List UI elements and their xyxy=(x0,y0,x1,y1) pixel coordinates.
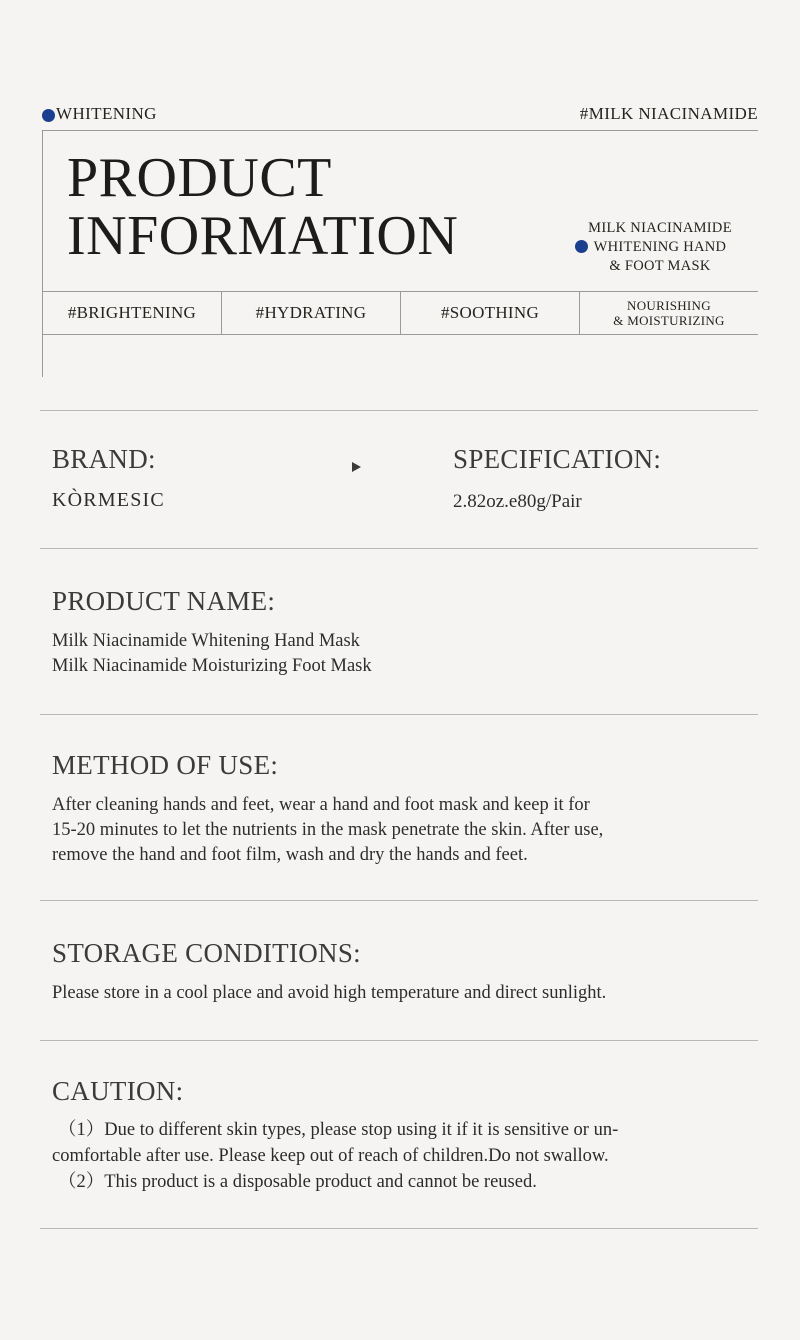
product-name-body xyxy=(52,629,758,679)
badge-dot-icon xyxy=(575,240,588,253)
hashtag-row xyxy=(42,291,758,335)
caution-section xyxy=(52,1076,758,1195)
whitening-tag xyxy=(42,104,157,124)
product-name-line2: Milk Niacinamide Moisturizing Foot Mask xyxy=(52,656,372,676)
hashtag-hydrating: #HYDRATING xyxy=(222,292,401,334)
product-badge-line2: WHITENING HAND xyxy=(593,239,727,255)
product-badge-line3: & FOOT MASK xyxy=(609,258,711,274)
header-block xyxy=(42,104,758,377)
hashtag-brightening: #BRIGHTENING xyxy=(43,292,222,334)
product-name-line1: Milk Niacinamide Whitening Hand Mask xyxy=(52,631,360,651)
specification-value: 2.82oz.e80g/Pair xyxy=(453,491,582,512)
caution-line2: comfortable after use. Please keep out of reach of children.Do not swallow. xyxy=(52,1146,609,1166)
bullet-dot-icon xyxy=(42,109,55,122)
method-line3: remove the hand and foot film, wash and dry the hands and feet. xyxy=(52,845,528,865)
header-top-row xyxy=(42,104,758,131)
whitening-tag-label: WHITENING xyxy=(56,104,157,123)
method-of-use-label: METHOD OF USE: xyxy=(52,750,279,780)
caution-label: CAUTION: xyxy=(52,1076,184,1106)
method-of-use-section xyxy=(52,750,758,868)
specification-block xyxy=(405,444,758,513)
hashtag-soothing: #SOOTHING xyxy=(401,292,580,334)
storage-conditions-label: STORAGE CONDITIONS: xyxy=(52,938,361,968)
product-name-section xyxy=(52,586,758,679)
header-bottom-spacer xyxy=(42,335,758,377)
brand-label: BRAND: xyxy=(52,444,156,474)
divider-1 xyxy=(40,410,758,411)
hashtag-nourishing-line2: & MOISTURIZING xyxy=(613,313,725,328)
method-line1: After cleaning hands and feet, wear a hand and foot mask and keep it for xyxy=(52,795,590,815)
product-badge-line1: MILK NIACINAMIDE xyxy=(588,220,732,236)
method-of-use-body xyxy=(52,793,758,868)
product-name-label: PRODUCT NAME: xyxy=(52,586,276,616)
caution-body xyxy=(52,1117,758,1195)
storage-conditions-section xyxy=(52,938,758,1006)
arrow-right-icon xyxy=(352,462,361,472)
caution-line1: （1）Due to different skin types, please stop using it if it is sensitive or un- xyxy=(58,1120,619,1140)
hashtag-nourishing-line1: NOURISHING xyxy=(627,298,711,313)
hashtag-nourishing-moisturizing xyxy=(580,292,758,334)
divider-4 xyxy=(40,900,758,901)
product-badge xyxy=(570,219,750,276)
specification-label: SPECIFICATION: xyxy=(453,444,662,474)
brand-spec-section xyxy=(52,444,758,513)
storage-conditions-body xyxy=(52,981,758,1006)
header-title-area xyxy=(42,131,758,291)
milk-niacinamide-tag: #MILK NIACINAMIDE xyxy=(579,104,758,123)
page-title-line2: INFORMATION xyxy=(67,205,459,267)
brand-value: KÒRMESIC xyxy=(52,489,165,511)
page-title-line1: PRODUCT xyxy=(67,147,332,209)
divider-2 xyxy=(40,548,758,549)
divider-3 xyxy=(40,714,758,715)
brand-block xyxy=(52,444,405,513)
storage-line1: Please store in a cool place and avoid high temperature and direct sunlight. xyxy=(52,983,607,1003)
method-line2: 15-20 minutes to let the nutrients in the mask penetrate the skin. After use, xyxy=(52,820,604,840)
divider-6 xyxy=(40,1228,758,1229)
divider-5 xyxy=(40,1040,758,1041)
caution-line3: （2）This product is a disposable product and cannot be reused. xyxy=(58,1172,537,1192)
